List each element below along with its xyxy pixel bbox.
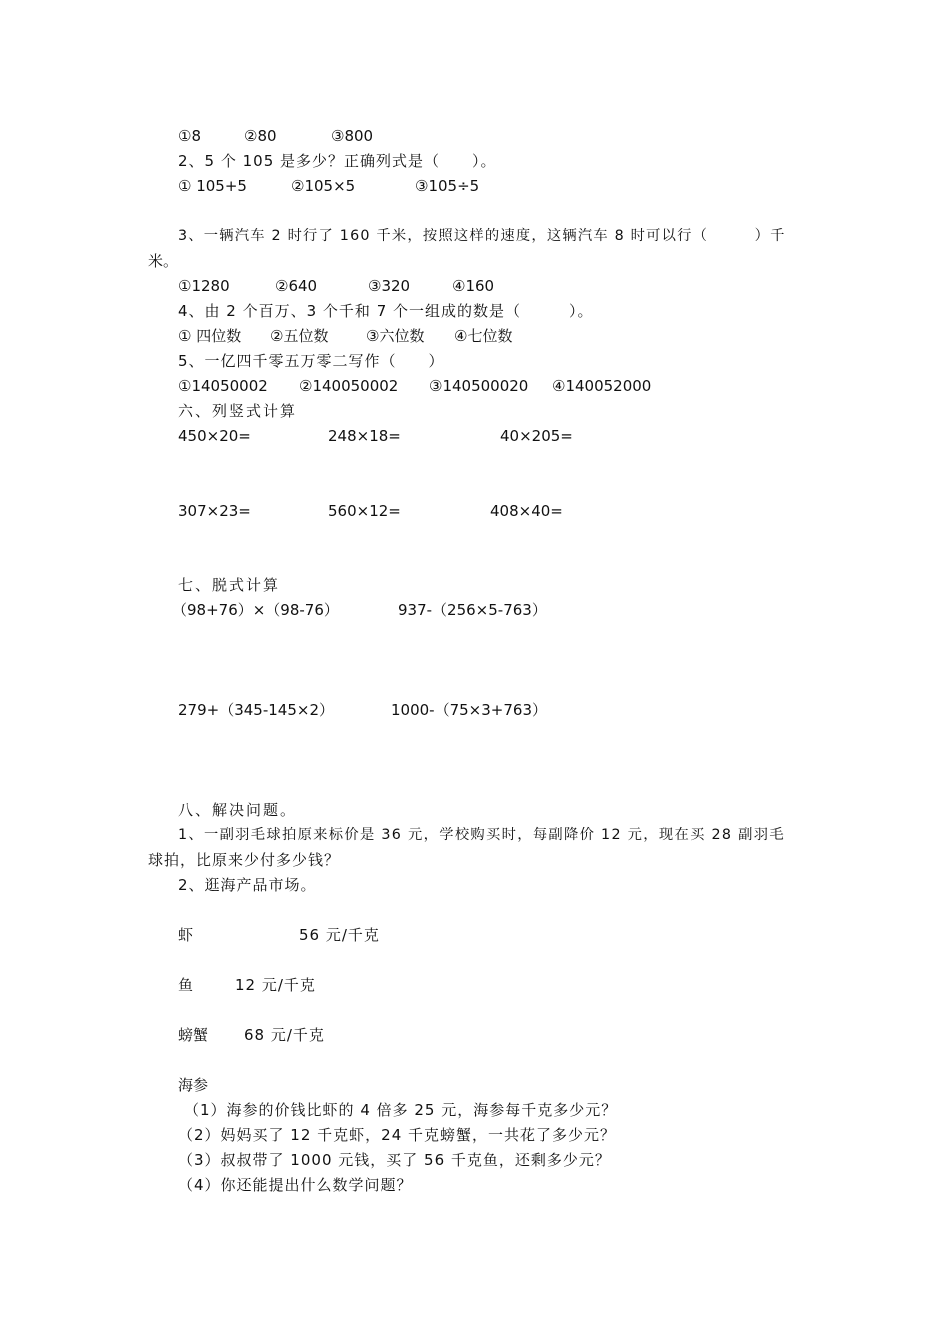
stepwise-calc-1: （98+76）×（98-76） (172, 601, 339, 619)
problem-1-line-1: 1、一副羽毛球拍原来标价是 36 元，学校购买时，每副降价 12 元，现在买 28 副羽毛 (178, 827, 785, 843)
vertical-calc-1: 450×20= (178, 427, 251, 445)
sub-question-1: （1）海参的价钱比虾的 4 倍多 25 元，海参每千克多少元？ (184, 1101, 618, 1119)
question-4: 4、由 2 个百万、3 个千和 7 个一组成的数是（ ）。 (178, 302, 594, 320)
stepwise-calc-4: 1000-（75×3+763） (391, 701, 547, 719)
problem-2-title: 2、逛海产品市场。 (178, 876, 317, 894)
vertical-calc-2: 248×18= (328, 427, 401, 445)
question-5: 5、一亿四千零五万零二写作（ ） (178, 352, 445, 370)
question-2: 2、5 个 105 是多少？正确列式是（ ）。 (178, 152, 497, 170)
q5-option-1: ①14050002 (178, 377, 268, 395)
q3-option-4: ④160 (452, 277, 495, 295)
market-price-crab: 68 元/千克 (244, 1026, 325, 1044)
q3-option-3: ③320 (368, 277, 411, 295)
q1-option-3: ③800 (331, 127, 374, 145)
q1-option-2: ②80 (244, 127, 277, 145)
section-8-title: 八、解决问题。 (178, 801, 298, 819)
q3-option-1: ①1280 (178, 277, 230, 295)
q4-option-2: ②五位数 (270, 327, 329, 345)
problem-1-line-2: 球拍，比原来少付多少钱？ (148, 851, 341, 869)
q4-option-4: ④七位数 (454, 327, 513, 345)
q5-option-2: ②140050002 (299, 377, 399, 395)
q4-option-1: ① 四位数 (178, 327, 242, 345)
section-6-title: 六、列竖式计算 (178, 402, 298, 420)
stepwise-calc-3: 279+（345-145×2） (178, 701, 334, 719)
sub-question-4: （4）你还能提出什么数学问题？ (178, 1176, 413, 1194)
q5-option-4: ④140052000 (552, 377, 652, 395)
market-price-shrimp: 56 元/千克 (299, 926, 380, 944)
q3-option-2: ②640 (275, 277, 318, 295)
q2-option-2: ②105×5 (291, 177, 356, 195)
q2-option-3: ③105÷5 (415, 177, 480, 195)
market-price-fish: 12 元/千克 (235, 976, 316, 994)
q1-option-1: ①8 (178, 127, 201, 145)
q2-option-1: ① 105+5 (178, 177, 247, 195)
market-item-sea-cucumber: 海参 (178, 1076, 209, 1094)
stepwise-calc-2: 937-（256×5-763） (398, 601, 547, 619)
question-3-line-2: 米。 (148, 252, 179, 270)
q5-option-3: ③140500020 (429, 377, 529, 395)
sub-question-2: （2）妈妈买了 12 千克虾，24 千克螃蟹，一共花了多少元？ (178, 1126, 617, 1144)
market-item-shrimp: 虾 (178, 926, 194, 944)
vertical-calc-3: 40×205= (500, 427, 573, 445)
market-item-crab: 螃蟹 (178, 1026, 209, 1044)
vertical-calc-6: 408×40= (490, 502, 563, 520)
sub-question-3: （3）叔叔带了 1000 元钱，买了 56 千克鱼，还剩多少元？ (178, 1151, 611, 1169)
market-item-fish: 鱼 (178, 976, 194, 994)
question-3-line-1: 3、一辆汽车 2 时行了 160 千米，按照这样的速度，这辆汽车 8 时可以行（ ）千 (178, 228, 786, 244)
section-7-title: 七、脱式计算 (178, 576, 281, 594)
vertical-calc-4: 307×23= (178, 502, 251, 520)
q4-option-3: ③六位数 (366, 327, 425, 345)
vertical-calc-5: 560×12= (328, 502, 401, 520)
